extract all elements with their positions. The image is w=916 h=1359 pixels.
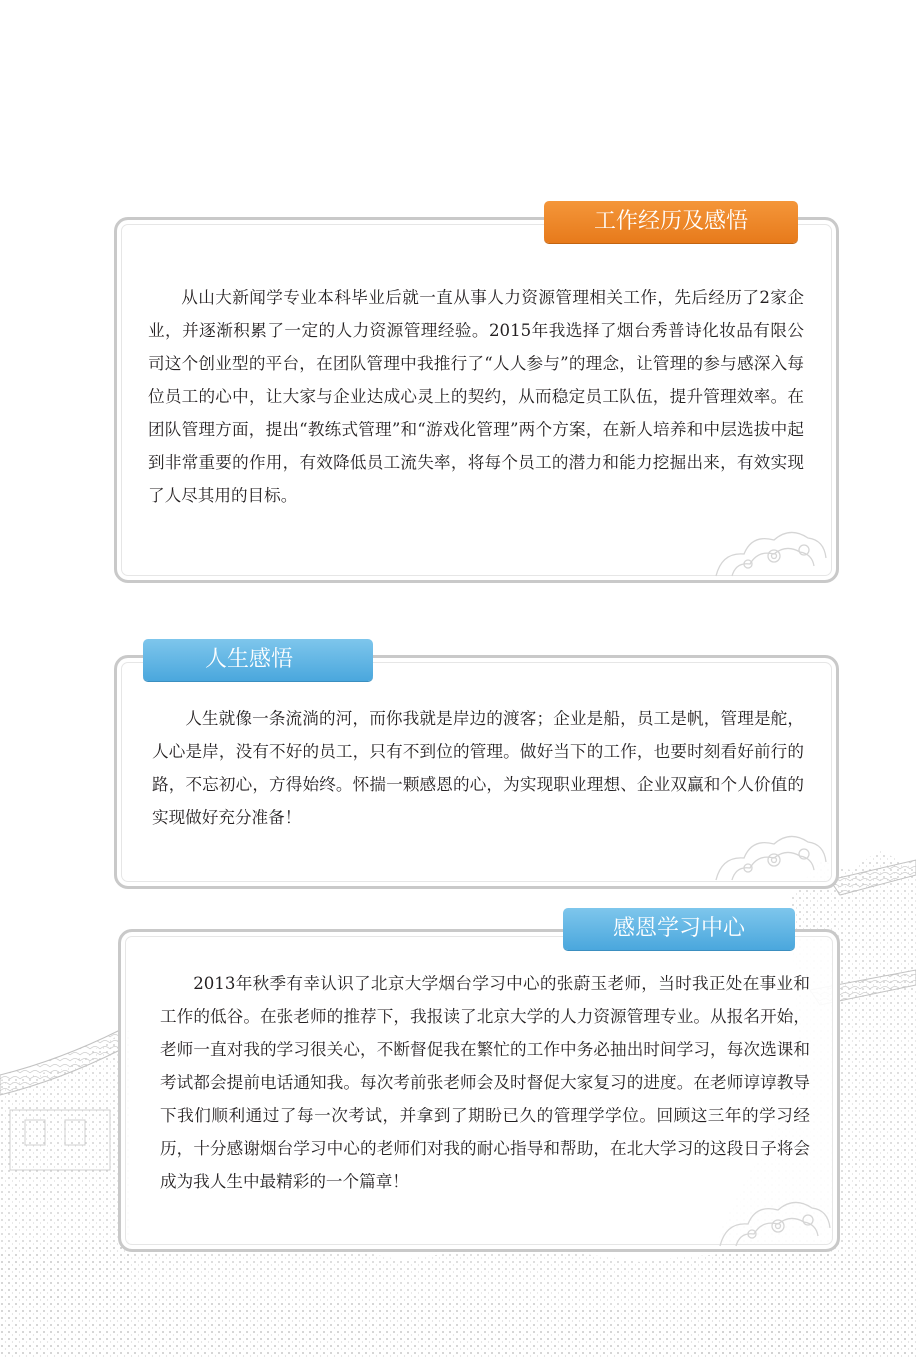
section-title-life-insight: 人生感悟 xyxy=(143,639,373,681)
section-body-gratitude: 2013年秋季有幸认识了北京大学烟台学习中心的张蔚玉老师，当时我正处在事业和工作的低谷。在张老师的推荐下，我报读了北京大学的人力资源管理专业。从报名开始，老师一直对我的学习很关心，不断督促我在繁忙的工作中务必抽出时间学习，每次选课和考试都会提前电话通知我。每次考前张老师会及时督促大家复习的进度。在老师谆谆教导下我们顺利通过了每一次考试，并拿到了期盼已久的管理学学位。回顾这三年的学习经历，十分感谢烟台学习中心的老师们对我的耐心指导和帮助，在北大学习的这段日子将会成为我人生中最精彩的一个篇章！ xyxy=(160,974,810,1191)
cloud-pattern-icon xyxy=(712,826,830,882)
cloud-pattern-icon xyxy=(716,1192,834,1248)
section-body-work-experience: 从山大新闻学专业本科毕业后就一直从事人力资源管理相关工作，先后经历了2家企业，并逐渐积累了一定的人力资源管理经验。2015年我选择了烟台秀普诗化妆品有限公司这个创业型的平台，在团队管理中我推行了“人人参与”的理念，让管理的参与感深入每位员工的心中，让大家与企业达成心灵上的契约，从而稳定员工队伍，提升管理效率。在团队管理方面，提出“教练式管理”和“游戏化管理”两个方案，在新人培养和中层选拔中起到非常重要的作用，有效降低员工流失率，将每个员工的潜力和能力挖掘出来，有效实现了人尽其用的目标。 xyxy=(148,288,804,505)
section-body-life-insight: 人生就像一条流淌的河，而你我就是岸边的渡客；企业是船，员工是帆，管理是舵，人心是岸，没有不好的员工，只有不到位的管理。做好当下的工作，也要时刻看好前行的路，不忘初心，方得始终。怀揣一颗感恩的心，为实现职业理想、企业双赢和个人价值的实现做好充分准备！ xyxy=(152,709,804,827)
section-title-gratitude: 感恩学习中心 xyxy=(563,908,795,950)
section-title-work-experience: 工作经历及感悟 xyxy=(544,201,798,243)
cloud-pattern-icon xyxy=(712,522,830,578)
